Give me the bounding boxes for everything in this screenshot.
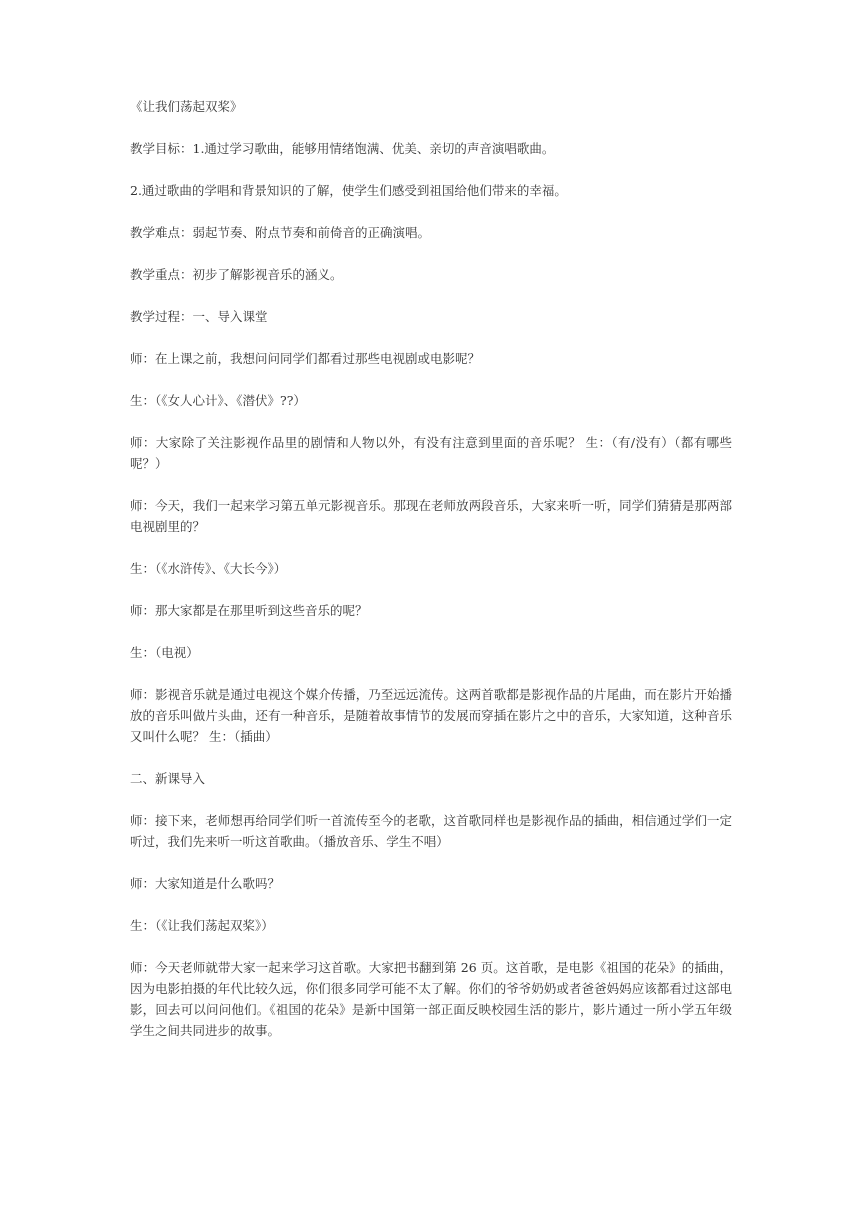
teaching-goal-1: 教学目标：1.通过学习歌曲，能够用情绪饱满、优美、亲切的声音演唱歌曲。	[130, 141, 555, 156]
section-heading: 二、新课导入	[130, 771, 206, 786]
teaching-process: 教学过程：一、导入课堂	[130, 309, 268, 324]
dialogue-paragraph: 师：那大家都是在那里听到这些音乐的呢？	[130, 603, 368, 618]
dialogue-paragraph: 师：影视音乐就是通过电视这个媒介传播，乃至远远流传。这两首歌都是影视作品的片尾曲，而在影片开始播放的音乐叫做片头曲，还有一种音乐，是随着故事情节的发展而穿插在影片之中的音乐，大家知道，这种音乐又叫什么呢？ 生：（插曲）	[130, 687, 732, 744]
dialogue-paragraph: 师：接下来，老师想再给同学们听一首流传至今的老歌，这首歌同样也是影视作品的插曲，相信通过学们一定听过，我们先来听一听这首歌曲。（播放音乐、学生不唱）	[130, 813, 732, 849]
lesson-title: 《让我们荡起双桨》	[130, 99, 243, 114]
dialogue-paragraph: 师：今天，我们一起来学习第五单元影视音乐。那现在老师放两段音乐，大家来听一听，同学们猜猜是那两部电视剧里的？	[130, 498, 732, 534]
document-body	[130, 96, 732, 1062]
dialogue-paragraph: 生：（电视）	[130, 645, 199, 660]
teaching-goal-2: 2.通过歌曲的学唱和背景知识的了解，使学生们感受到祖国给他们带来的幸福。	[130, 183, 567, 198]
dialogue-paragraph: 师：大家除了关注影视作品里的剧情和人物以外，有没有注意到里面的音乐呢？ 生：（有/没有）（都有哪些呢？）	[130, 435, 732, 471]
teaching-focus: 教学重点：初步了解影视音乐的涵义。	[130, 267, 343, 282]
dialogue-paragraph: 师：今天老师就带大家一起来学习这首歌。大家把书翻到第 26 页。这首歌，是电影《祖国的花朵》的插曲，因为电影拍摄的年代比较久远，你们很多同学可能不太了解。你们的爷爷奶奶或者爸爸妈妈应该都看过这部电影，回去可以问问他们。《祖国的花朵》是新中国第一部正面反映校园生活的影片，影片通过一所小学五年级学生之间共同进步的故事。	[130, 960, 732, 1038]
dialogue-paragraph: 师：大家知道是什么歌吗？	[130, 876, 281, 891]
dialogue-paragraph: 师：在上课之前，我想问问同学们都看过那些电视剧或电影呢？	[130, 351, 481, 366]
dialogue-paragraph: 生：（《水浒传》、《大长今》）	[130, 561, 287, 576]
dialogue-paragraph: 生：（《女人心计》、《潜伏》??）	[130, 393, 306, 408]
dialogue-paragraph: 生：（《让我们荡起双桨》）	[130, 918, 274, 933]
teaching-difficulty: 教学难点：弱起节奏、附点节奏和前倚音的正确演唱。	[130, 225, 431, 240]
